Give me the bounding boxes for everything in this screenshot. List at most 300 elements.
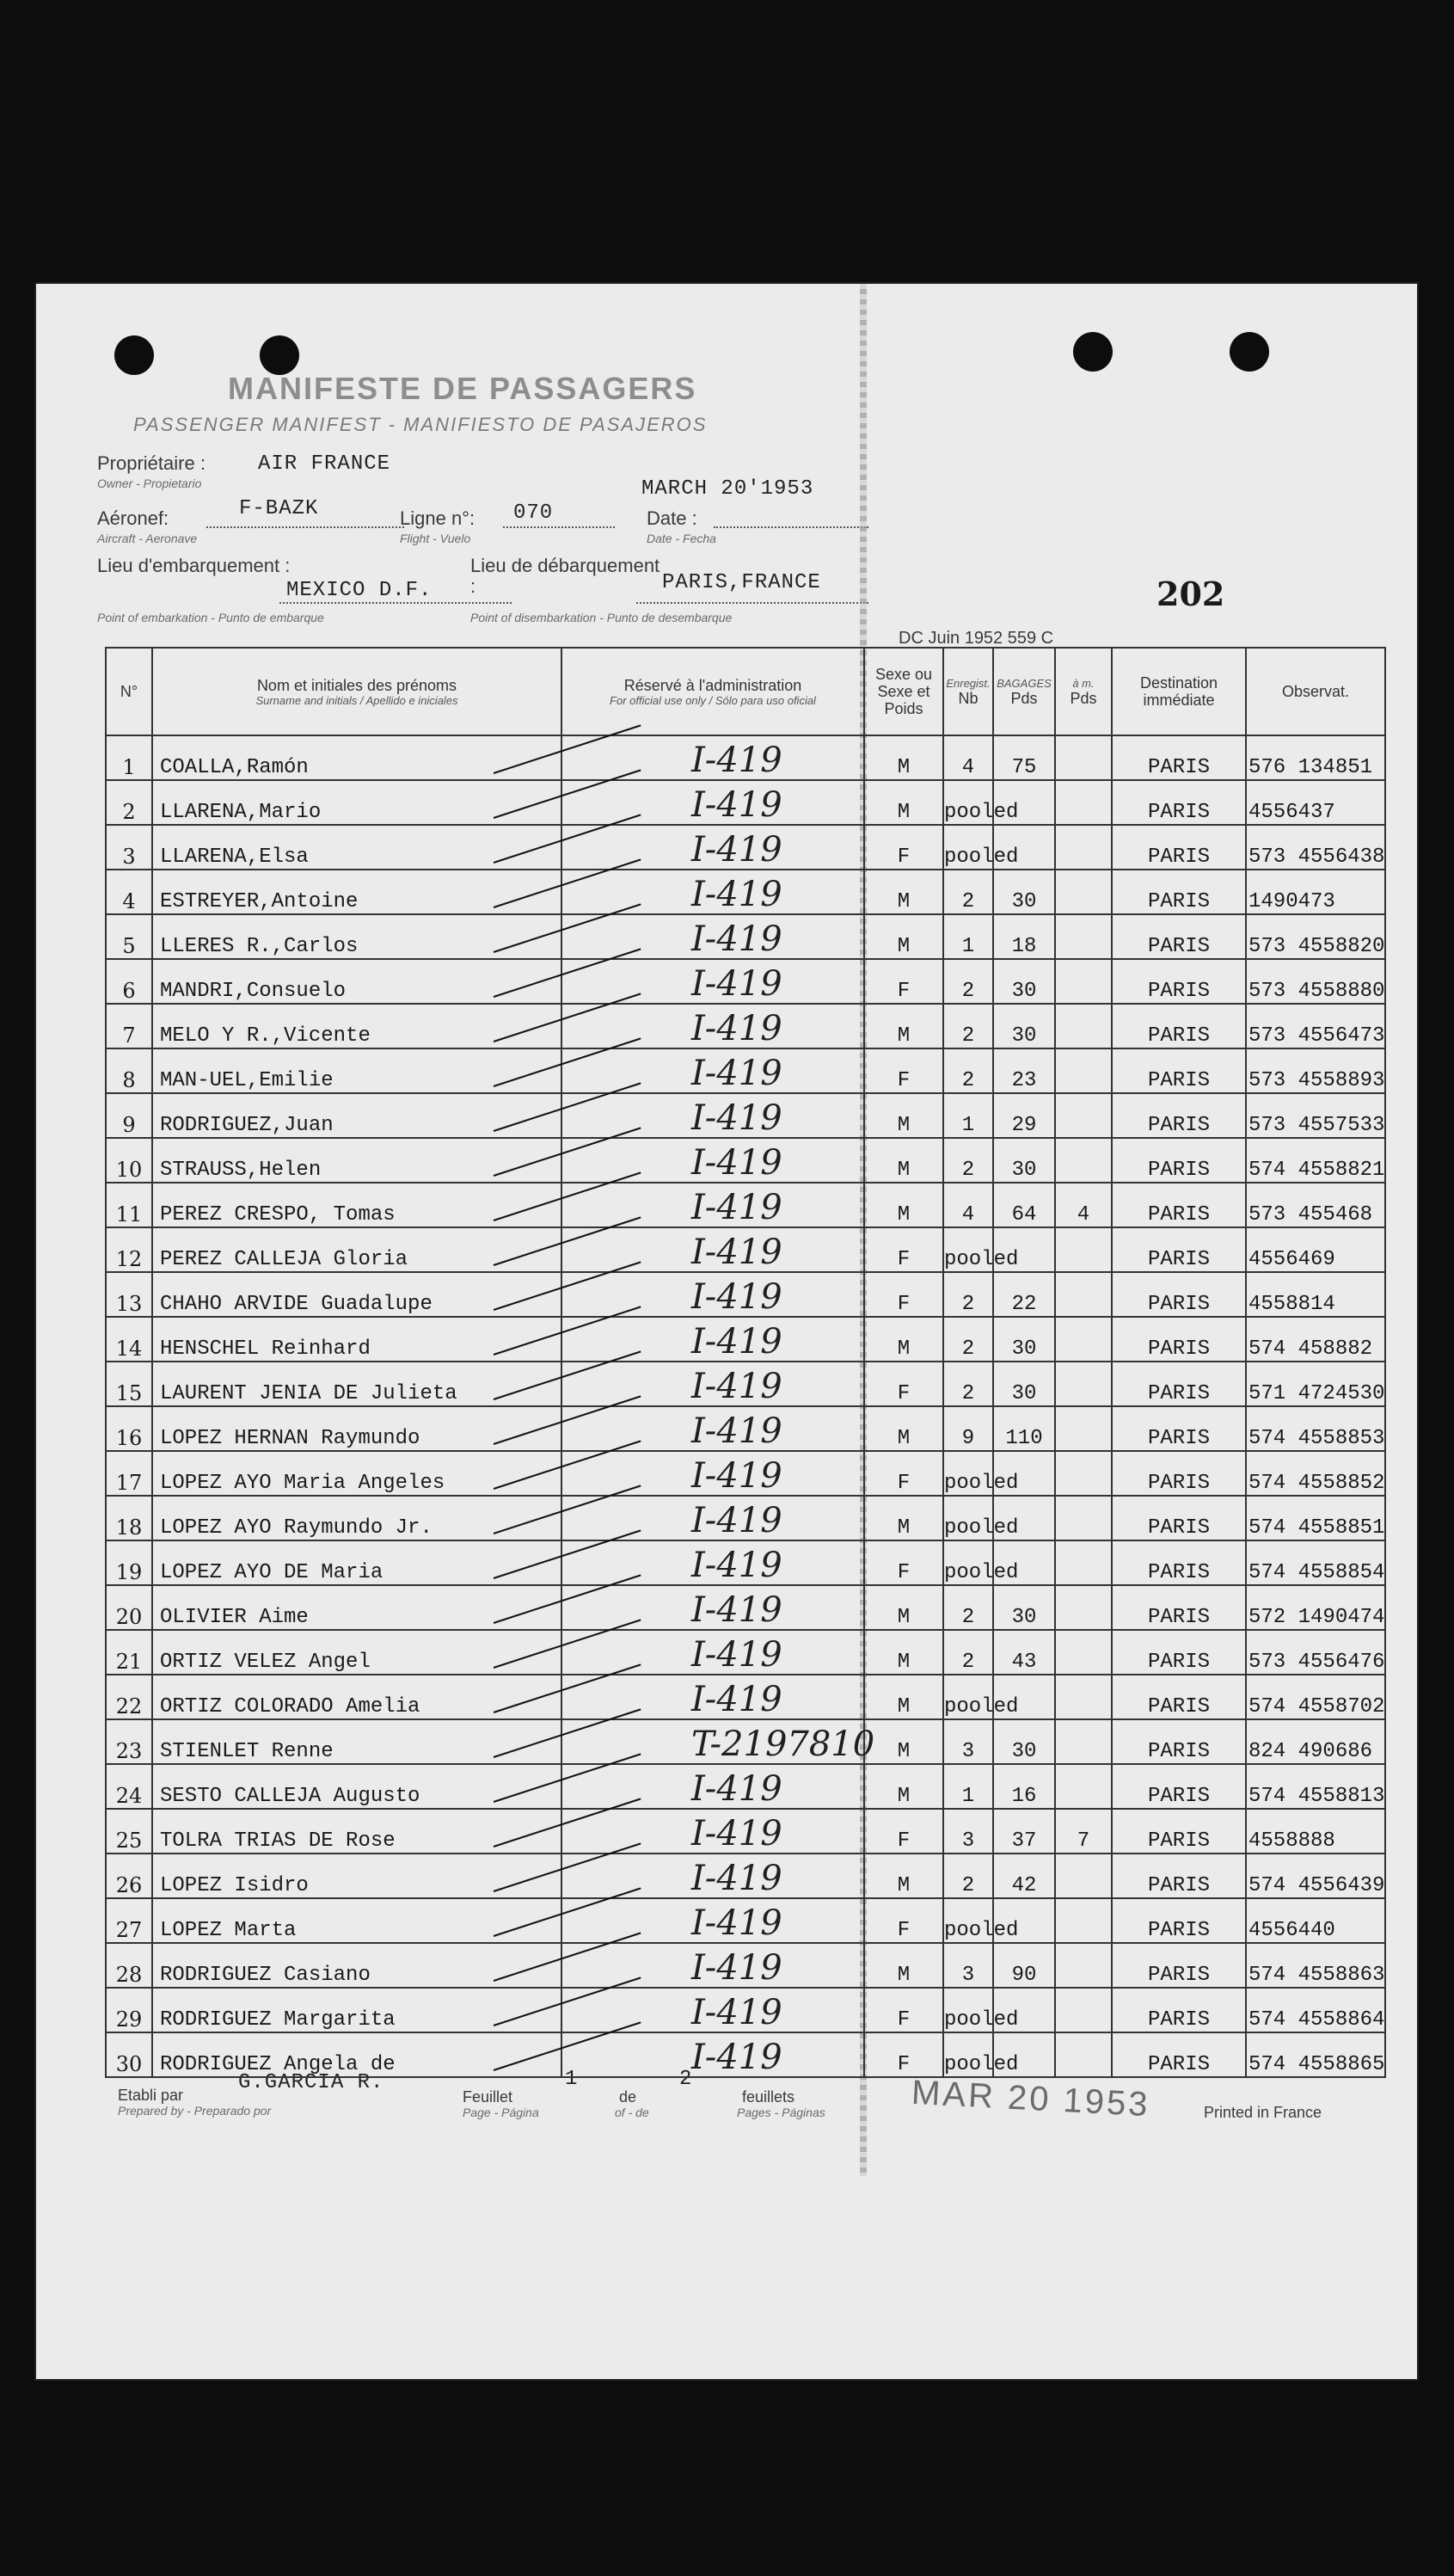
sex-value: M (864, 1496, 943, 1540)
destination: PARIS (1112, 1585, 1246, 1630)
table-row (106, 1451, 1385, 1496)
col-destination: Destination immédiate (1112, 648, 1246, 735)
destination: PARIS (1112, 1451, 1246, 1496)
destination: PARIS (1112, 1406, 1246, 1451)
destination: PARIS (1112, 1630, 1246, 1675)
baggage-count: pooled (943, 1988, 993, 2032)
table-row (106, 1138, 1385, 1183)
observation: 572 1490474 (1246, 1585, 1385, 1630)
table-row (106, 2032, 1385, 2077)
sex-value: M (864, 1719, 943, 1764)
destination: PARIS (1112, 735, 1246, 780)
sex-value: M (864, 1764, 943, 1809)
baggage-count: 3 (943, 1809, 993, 1854)
table-row (106, 870, 1385, 914)
passenger-name: PEREZ CALLEJA Gloria (152, 1227, 561, 1272)
row-number: 9 (106, 1093, 152, 1138)
observation: 574 4558864 (1246, 1988, 1385, 2032)
destination: PARIS (1112, 1764, 1246, 1809)
passenger-name: RODRIGUEZ Margarita (152, 1988, 561, 2032)
cabin-weight (1055, 914, 1112, 959)
table-row (106, 1854, 1385, 1898)
cabin-weight (1055, 1138, 1112, 1183)
owner-label: Propriétaire : (97, 452, 206, 474)
destination: PARIS (1112, 1943, 1246, 1988)
cabin-weight (1055, 1988, 1112, 2032)
table-row (106, 1272, 1385, 1317)
destination: PARIS (1112, 1854, 1246, 1898)
destination: PARIS (1112, 1809, 1246, 1854)
official-code (561, 1227, 864, 1272)
cabin-weight (1055, 1451, 1112, 1496)
cabin-weight (1055, 2032, 1112, 2077)
printed-in: Printed in France (1204, 2104, 1322, 2121)
sex-value: M (864, 1317, 943, 1362)
sheet-label-small: Page - Página (463, 2106, 539, 2119)
baggage-count: pooled (943, 1540, 993, 1585)
baggage-weight: 22 (993, 1272, 1055, 1317)
cabin-weight (1055, 959, 1112, 1004)
baggage-weight: 30 (993, 1004, 1055, 1048)
baggage-weight: 30 (993, 1362, 1055, 1406)
baggage-count: 4 (943, 1183, 993, 1227)
baggage-count: 2 (943, 1854, 993, 1898)
handwritten-code: I-419 (691, 1009, 782, 1048)
sheet-value: 1 (565, 2068, 579, 2091)
form-title: MANIFESTE DE PASSAGERS (228, 371, 697, 406)
official-code (561, 1809, 864, 1854)
sex-value: F (864, 825, 943, 870)
observation: 574 4558813 (1246, 1764, 1385, 1809)
baggage-count: pooled (943, 1451, 993, 1496)
official-code (561, 1540, 864, 1585)
baggage-count: 2 (943, 1630, 993, 1675)
sheets-label-small: Pages - Páginas (737, 2106, 825, 2119)
col-nb: Enregist. Nb (943, 648, 993, 735)
baggage-weight: 37 (993, 1809, 1055, 1854)
sex-value: F (864, 1451, 943, 1496)
sheet-label: Feuillet (463, 2088, 513, 2106)
handwritten-code: I-419 (691, 1903, 782, 1943)
form-subtitle: PASSENGER MANIFEST - MANIFIESTO DE PASAJEROS (133, 414, 708, 435)
observation: 574 4558851 (1246, 1496, 1385, 1540)
col-pds: BAGAGES Pds (993, 648, 1055, 735)
cabin-weight (1055, 1764, 1112, 1809)
aircraft-label: Aéronef: (97, 507, 169, 529)
observation: 573 4558893 (1246, 1048, 1385, 1093)
table-row (106, 1988, 1385, 2032)
cabin-weight: 4 (1055, 1183, 1112, 1227)
aircraft-label-small: Aircraft - Aeronave (97, 532, 198, 545)
sex-value: M (864, 914, 943, 959)
sheets-label: feuillets (742, 2088, 795, 2106)
observation: 574 4558854 (1246, 1540, 1385, 1585)
observation: 574 4558863 (1246, 1943, 1385, 1988)
destination: PARIS (1112, 914, 1246, 959)
baggage-count: pooled (943, 1496, 993, 1540)
official-code (561, 1272, 864, 1317)
passenger-name: LOPEZ Marta (152, 1898, 561, 1943)
cabin-weight (1055, 825, 1112, 870)
row-number: 15 (106, 1362, 152, 1406)
cabin-weight (1055, 1227, 1112, 1272)
owner-label-small: Owner - Propietario (97, 476, 202, 490)
cabin-weight (1055, 735, 1112, 780)
row-number: 22 (106, 1675, 152, 1719)
destination: PARIS (1112, 1272, 1246, 1317)
handwritten-code: I-419 (691, 1501, 782, 1540)
line-value: 070 (513, 501, 554, 525)
sex-value: M (864, 1943, 943, 1988)
baggage-count: pooled (943, 1227, 993, 1272)
table-row (106, 735, 1385, 780)
table-row (106, 1004, 1385, 1048)
baggage-count: 2 (943, 1138, 993, 1183)
sex-value: F (864, 1540, 943, 1585)
sex-value: F (864, 1809, 943, 1854)
of-label-small: of - de (615, 2106, 649, 2119)
col-no: N° (106, 648, 152, 735)
sex-value: F (864, 959, 943, 1004)
table-row (106, 1630, 1385, 1675)
row-number: 24 (106, 1764, 152, 1809)
handwritten-code: T-2197810 (691, 1725, 875, 1764)
sex-value: M (864, 870, 943, 914)
passenger-name: LOPEZ HERNAN Raymundo (152, 1406, 561, 1451)
table-row (106, 1898, 1385, 1943)
sex-value: F (864, 1362, 943, 1406)
observation: 1490473 (1246, 870, 1385, 914)
cabin-weight (1055, 1943, 1112, 1988)
row-number: 18 (106, 1496, 152, 1540)
row-number: 11 (106, 1183, 152, 1227)
official-code (561, 1988, 864, 2032)
col-observations: Observat. (1246, 648, 1385, 735)
handwritten-code: I-419 (691, 2038, 782, 2077)
observation: 573 4556438 (1246, 825, 1385, 870)
table-row (106, 1317, 1385, 1362)
official-code (561, 1496, 864, 1540)
prepared-label-small: Prepared by - Preparado por (118, 2104, 272, 2118)
official-code (561, 914, 864, 959)
row-number: 23 (106, 1719, 152, 1764)
col-sex: Sexe ou Sexe et Poids (864, 648, 943, 735)
baggage-count: 2 (943, 1362, 993, 1406)
official-code (561, 1317, 864, 1362)
row-number: 19 (106, 1540, 152, 1585)
destination: PARIS (1112, 1719, 1246, 1764)
official-code (561, 1585, 864, 1630)
cabin-weight: 7 (1055, 1809, 1112, 1854)
row-number: 16 (106, 1406, 152, 1451)
destination: PARIS (1112, 1988, 1246, 2032)
official-code (561, 959, 864, 1004)
observation: 571 4724530 (1246, 1362, 1385, 1406)
observation: 4556440 (1246, 1898, 1385, 1943)
destination: PARIS (1112, 959, 1246, 1004)
official-code (561, 1854, 864, 1898)
disembark-label: Lieu de débarquement : (470, 555, 660, 597)
baggage-weight: 29 (993, 1093, 1055, 1138)
destination: PARIS (1112, 1183, 1246, 1227)
aircraft-value: F-BAZK (239, 497, 319, 520)
baggage-weight: 30 (993, 959, 1055, 1004)
observation: 574 4558853 (1246, 1406, 1385, 1451)
passenger-name: TOLRA TRIAS DE Rose (152, 1809, 561, 1854)
observation: 573 4556476 (1246, 1630, 1385, 1675)
table-row (106, 1496, 1385, 1540)
table-header (106, 648, 1385, 735)
official-code (561, 1406, 864, 1451)
observation: 4556469 (1246, 1227, 1385, 1272)
handwritten-code: I-419 (691, 1322, 782, 1362)
baggage-count: 2 (943, 1585, 993, 1630)
destination: PARIS (1112, 1093, 1246, 1138)
observation: 573 4556473 (1246, 1004, 1385, 1048)
disembark-label-small: Point of disembarkation - Punto de desembarque (470, 611, 733, 624)
row-number: 12 (106, 1227, 152, 1272)
sex-value: M (864, 1630, 943, 1675)
official-code (561, 1675, 864, 1719)
row-number: 26 (106, 1854, 152, 1898)
date-label-small: Date - Fecha (647, 532, 716, 545)
handwritten-code: I-419 (691, 964, 782, 1004)
handwritten-code: I-419 (691, 1769, 782, 1809)
official-code (561, 1630, 864, 1675)
passenger-name: LOPEZ AYO Raymundo Jr. (152, 1496, 561, 1540)
handwritten-code: I-419 (691, 1233, 782, 1272)
baggage-weight: 23 (993, 1048, 1055, 1093)
handwritten-code: I-419 (691, 1546, 782, 1585)
destination: PARIS (1112, 825, 1246, 870)
baggage-count: 1 (943, 914, 993, 959)
official-code (561, 2032, 864, 2077)
table-row (106, 1764, 1385, 1809)
official-code (561, 1898, 864, 1943)
observation: 4558814 (1246, 1272, 1385, 1317)
table-row (106, 1406, 1385, 1451)
passenger-name: RODRIGUEZ Angela de (152, 2032, 561, 2077)
baggage-count: pooled (943, 825, 993, 870)
embark-value: MEXICO D.F. (286, 579, 433, 602)
passenger-name: ORTIZ COLORADO Amelia (152, 1675, 561, 1719)
baggage-count: 2 (943, 1272, 993, 1317)
passenger-name: LLARENA,Mario (152, 780, 561, 825)
observation: 574 4556439 (1246, 1854, 1385, 1898)
row-number: 7 (106, 1004, 152, 1048)
cabin-weight (1055, 1272, 1112, 1317)
page-number: 202 (1156, 575, 1225, 613)
baggage-weight: 18 (993, 914, 1055, 959)
official-code (561, 825, 864, 870)
destination: PARIS (1112, 1496, 1246, 1540)
passenger-name: CHAHO ARVIDE Guadalupe (152, 1272, 561, 1317)
col-cabin: à m. Pds (1055, 648, 1112, 735)
date-label: Date : (647, 507, 697, 529)
official-code (561, 1183, 864, 1227)
observation: 574 4558852 (1246, 1451, 1385, 1496)
baggage-weight: 30 (993, 1138, 1055, 1183)
baggage-weight: 110 (993, 1406, 1055, 1451)
cabin-weight (1055, 1362, 1112, 1406)
passenger-name: HENSCHEL Reinhard (152, 1317, 561, 1362)
table-row (106, 1362, 1385, 1406)
handwritten-code: I-419 (691, 785, 782, 825)
row-number: 20 (106, 1585, 152, 1630)
passenger-name: STRAUSS,Helen (152, 1138, 561, 1183)
handwritten-code: I-419 (691, 1277, 782, 1317)
row-number: 27 (106, 1898, 152, 1943)
destination: PARIS (1112, 1540, 1246, 1585)
official-code (561, 1004, 864, 1048)
handwritten-code: I-419 (691, 1590, 782, 1630)
baggage-count: pooled (943, 2032, 993, 2077)
handwritten-code: I-419 (691, 1098, 782, 1138)
baggage-count: pooled (943, 1898, 993, 1943)
table-row (106, 1675, 1385, 1719)
baggage-count: 2 (943, 1004, 993, 1048)
destination: PARIS (1112, 1317, 1246, 1362)
row-number: 17 (106, 1451, 152, 1496)
observation: 573 4557533 (1246, 1093, 1385, 1138)
cabin-weight (1055, 1585, 1112, 1630)
table-row (106, 1183, 1385, 1227)
line-label: Ligne n°: (400, 507, 475, 529)
table-row (106, 914, 1385, 959)
passenger-name: LOPEZ Isidro (152, 1854, 561, 1898)
row-number: 30 (106, 2032, 152, 2077)
embark-label: Lieu d'embarquement : (97, 555, 291, 576)
row-number: 6 (106, 959, 152, 1004)
handwritten-code: I-419 (691, 1993, 782, 2032)
handwritten-code: I-419 (691, 1411, 782, 1451)
passenger-name: MANDRI,Consuelo (152, 959, 561, 1004)
row-number: 5 (106, 914, 152, 959)
punch-hole (114, 335, 154, 375)
destination: PARIS (1112, 1138, 1246, 1183)
total-sheets-value: 2 (679, 2068, 693, 2091)
handwritten-code: I-419 (691, 1188, 782, 1227)
cabin-weight (1055, 1540, 1112, 1585)
cabin-weight (1055, 1898, 1112, 1943)
sex-value: F (864, 1988, 943, 2032)
cabin-weight (1055, 1048, 1112, 1093)
destination: PARIS (1112, 2032, 1246, 2077)
destination: PARIS (1112, 870, 1246, 914)
sex-value: F (864, 1227, 943, 1272)
sex-value: F (864, 1272, 943, 1317)
row-number: 1 (106, 735, 152, 780)
baggage-weight: 30 (993, 1585, 1055, 1630)
sex-value: F (864, 2032, 943, 2077)
sex-value: M (864, 1585, 943, 1630)
row-number: 13 (106, 1272, 152, 1317)
cabin-weight (1055, 1406, 1112, 1451)
baggage-weight: 16 (993, 1764, 1055, 1809)
date-value: MARCH 20'1953 (641, 477, 814, 501)
row-number: 8 (106, 1048, 152, 1093)
baggage-count: 4 (943, 735, 993, 780)
cabin-weight (1055, 1093, 1112, 1138)
passenger-name: SESTO CALLEJA Augusto (152, 1764, 561, 1809)
passenger-table (105, 647, 1386, 2078)
baggage-weight: 30 (993, 1317, 1055, 1362)
row-number: 14 (106, 1317, 152, 1362)
official-code (561, 735, 864, 780)
handwritten-code: I-419 (691, 1814, 782, 1854)
row-number: 4 (106, 870, 152, 914)
destination: PARIS (1112, 1048, 1246, 1093)
observation: 4556437 (1246, 780, 1385, 825)
handwritten-code: I-419 (691, 1054, 782, 1093)
sex-value: M (864, 1406, 943, 1451)
handwritten-code: I-419 (691, 1859, 782, 1898)
cabin-weight (1055, 1004, 1112, 1048)
baggage-count: 2 (943, 1048, 993, 1093)
cabin-weight (1055, 1675, 1112, 1719)
cabin-weight (1055, 1317, 1112, 1362)
destination: PARIS (1112, 1362, 1246, 1406)
observation: 573 4558880 (1246, 959, 1385, 1004)
handwritten-code: I-419 (691, 919, 782, 959)
table-row (106, 1719, 1385, 1764)
passenger-name: OLIVIER Aime (152, 1585, 561, 1630)
destination: PARIS (1112, 1004, 1246, 1048)
observation: 4558888 (1246, 1809, 1385, 1854)
destination: PARIS (1112, 1227, 1246, 1272)
prepared-value: G.GARCIA R. (238, 2071, 384, 2094)
cabin-weight (1055, 870, 1112, 914)
punch-hole (1073, 332, 1113, 372)
passenger-name: LOPEZ AYO DE Maria (152, 1540, 561, 1585)
sex-value: F (864, 1048, 943, 1093)
sex-value: F (864, 1898, 943, 1943)
passenger-name: MELO Y R.,Vicente (152, 1004, 561, 1048)
destination: PARIS (1112, 1675, 1246, 1719)
table-row (106, 1585, 1385, 1630)
row-number: 10 (106, 1138, 152, 1183)
observation: 574 4558702 (1246, 1675, 1385, 1719)
baggage-count: 2 (943, 870, 993, 914)
sex-value: M (864, 780, 943, 825)
passenger-name: LAURENT JENIA DE Julieta (152, 1362, 561, 1406)
table-row (106, 1048, 1385, 1093)
row-number: 29 (106, 1988, 152, 2032)
passenger-name: LOPEZ AYO Maria Angeles (152, 1451, 561, 1496)
punch-hole (260, 335, 299, 375)
baggage-weight: 30 (993, 1719, 1055, 1764)
observation: 576 134851 (1246, 735, 1385, 780)
baggage-count: 3 (943, 1719, 993, 1764)
table-row (106, 959, 1385, 1004)
passenger-name: ESTREYER,Antoine (152, 870, 561, 914)
passenger-name: LLARENA,Elsa (152, 825, 561, 870)
official-code (561, 1138, 864, 1183)
row-number: 3 (106, 825, 152, 870)
observation: 574 4558865 (1246, 2032, 1385, 2077)
table-row (106, 825, 1385, 870)
baggage-weight: 30 (993, 870, 1055, 914)
handwritten-code: I-419 (691, 741, 782, 780)
baggage-weight: 90 (993, 1943, 1055, 1988)
col-reserved: Réservé à l'administration For official use only / Sólo para uso oficial (561, 648, 864, 735)
observation: 574 4558821 (1246, 1138, 1385, 1183)
official-code (561, 870, 864, 914)
table-row (106, 1093, 1385, 1138)
official-code (561, 1943, 864, 1988)
passenger-name: RODRIGUEZ Casiano (152, 1943, 561, 1988)
baggage-weight: 43 (993, 1630, 1055, 1675)
